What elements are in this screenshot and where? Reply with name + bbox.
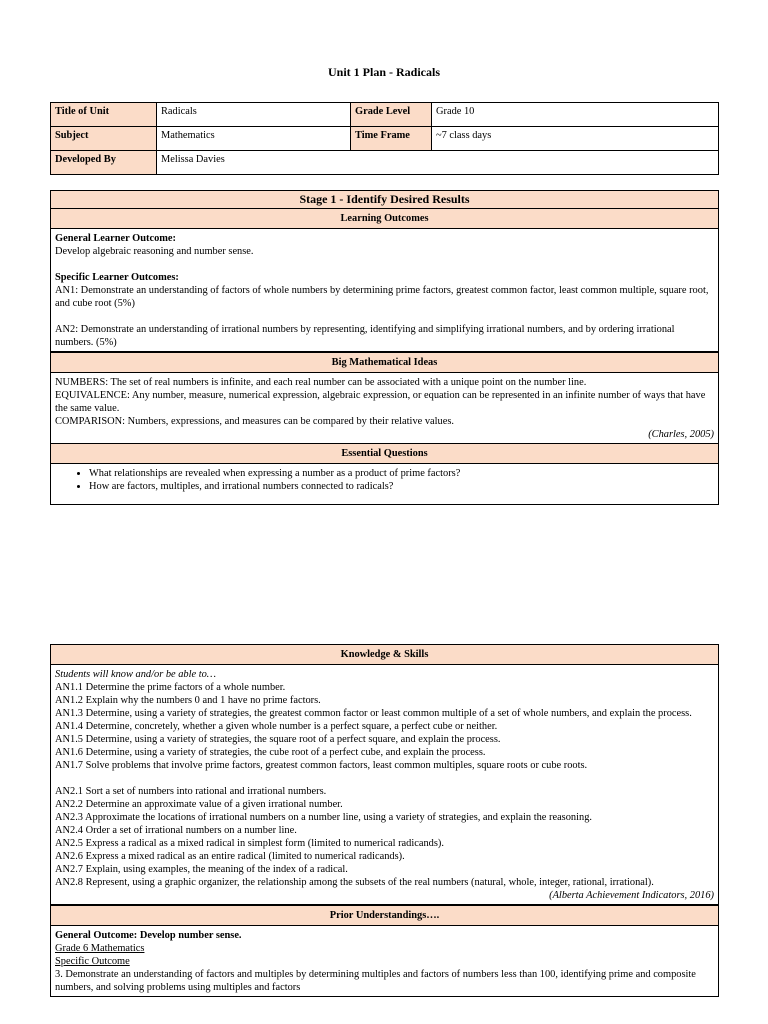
prior-item-3: 3. Demonstrate an understanding of factors and multiples by determining multiples and factors of numbers less than 100, identifying prime and composite numbers, and solving problems using multiples and factors [55,969,696,993]
indicator-an2-2: AN2.2 Determine an approximate value of a given irrational number. [55,799,343,810]
big-ideas-body [51,373,718,443]
outcome-an1: AN1: Demonstrate an understanding of factors of whole numbers by determining prime factors, greatest common factor, least common multiple, square root, and cube root (5%) [55,285,709,309]
list-item: • How are factors, multiples, and irrational numbers connected to radicals? [89,480,714,493]
prior-understandings-heading: Prior Understandings…. [51,904,718,926]
table-row [51,151,719,175]
indicator-an1-3: AN1.3 Determine, using a variety of strategies, the greatest common factor or least common multiple of a set of whole numbers, and explain the process. [55,708,692,719]
stage1-title: Stage 1 - Identify Desired Results [51,191,718,209]
essential-questions-body [51,464,718,504]
indicator-an1-4: AN1.4 Determine, concretely, whether a given whole number is a perfect square, a perfect cube or neither. [55,721,498,732]
big-ideas-citation: (Charles, 2005) [648,429,714,440]
essential-questions-list [55,467,714,493]
time-frame-label: Time Frame [351,127,432,151]
knowledge-skills-heading: Knowledge & Skills [51,645,718,665]
time-frame-value: ~7 class days [432,127,719,151]
big-idea-numbers: NUMBERS: The set of real numbers is infinite, and each real number can be associated with a unique point on the number line. [55,377,587,388]
grade-level-value: Grade 10 [432,103,719,127]
slo-label: Specific Learner Outcomes: [55,272,179,283]
indicator-an1-2: AN1.2 Explain why the numbers 0 and 1 have no prime factors. [55,695,321,706]
indicator-an1-1: AN1.1 Determine the prime factors of a whole number. [55,682,286,693]
knowledge-citation: (Alberta Achievement Indicators, 2016) [549,890,714,901]
unit-info-table [50,102,719,175]
glo-label: General Learner Outcome: [55,233,176,244]
prior-grade: Grade 6 Mathematics [55,943,145,954]
developed-by-value: Melissa Davies [157,151,719,175]
list-item: • What relationships are revealed when expressing a number as a product of prime factors? [89,467,714,480]
knowledge-intro: Students will know and/or be able to… [55,669,217,680]
learning-outcomes-body [51,229,718,351]
knowledge-skills-body [51,665,718,904]
subject-value: Mathematics [157,127,351,151]
general-outcome: General Outcome: Develop number sense. [55,930,242,941]
subject-label: Subject [51,127,157,151]
developed-by-label: Developed By [51,151,157,175]
indicator-an1-5: AN1.5 Determine, using a variety of strategies, the square root of a perfect square, and explain the process. [55,734,501,745]
big-idea-equivalence: EQUIVALENCE: Any number, measure, numerical expression, algebraic expression, or equation can be represented in an infinite number of ways that have the same value. [55,390,706,414]
essential-questions-heading: Essential Questions [51,443,718,464]
table-row [51,127,719,151]
big-idea-comparison: COMPARISON: Numbers, expressions, and measures can be compared by their relative values. [55,416,454,427]
indicator-an1-6: AN1.6 Determine, using a variety of strategies, the cube root of a perfect cube, and explain the process. [55,747,486,758]
title-of-unit-label: Title of Unit [51,103,157,127]
grade-level-label: Grade Level [351,103,432,127]
indicator-an2-7: AN2.7 Explain, using examples, the meaning of the index of a radical. [55,864,348,875]
outcome-an2: AN2: Demonstrate an understanding of irrational numbers by representing, identifying and simplifying irrational numbers, and by ordering irrational numbers. (5%) [55,324,675,348]
stage1-section [50,190,719,505]
indicator-an2-4: AN2.4 Order a set of irrational numbers on a number line. [55,825,297,836]
prior-understandings-body [51,926,718,996]
indicator-an2-1: AN2.1 Sort a set of numbers into rational and irrational numbers. [55,786,327,797]
indicator-an2-5: AN2.5 Express a radical as a mixed radical in simplest form (limited to numerical radicands). [55,838,444,849]
specific-outcome-label: Specific Outcome [55,956,130,967]
learning-outcomes-heading: Learning Outcomes [51,209,718,229]
big-ideas-heading: Big Mathematical Ideas [51,351,718,373]
indicator-an1-7: AN1.7 Solve problems that involve prime factors, greatest common factors, least common multiples, square roots or cube roots. [55,760,588,771]
indicator-an2-3: AN2.3 Approximate the locations of irrational numbers on a number line, using a variety of strategies, and explain the reasoning. [55,812,592,823]
title-of-unit-value: Radicals [157,103,351,127]
glo-text: Develop algebraic reasoning and number sense. [55,246,254,257]
knowledge-skills-section [50,644,719,997]
document-title: Unit 1 Plan - Radicals [327,65,440,79]
indicator-an2-8: AN2.8 Represent, using a graphic organizer, the relationship among the subsets of the real numbers (natural, whole, integer, rational, irrational). [55,877,654,888]
table-row [51,103,719,127]
indicator-an2-6: AN2.6 Express a mixed radical as an entire radical (limited to numerical radicands). [55,851,405,862]
